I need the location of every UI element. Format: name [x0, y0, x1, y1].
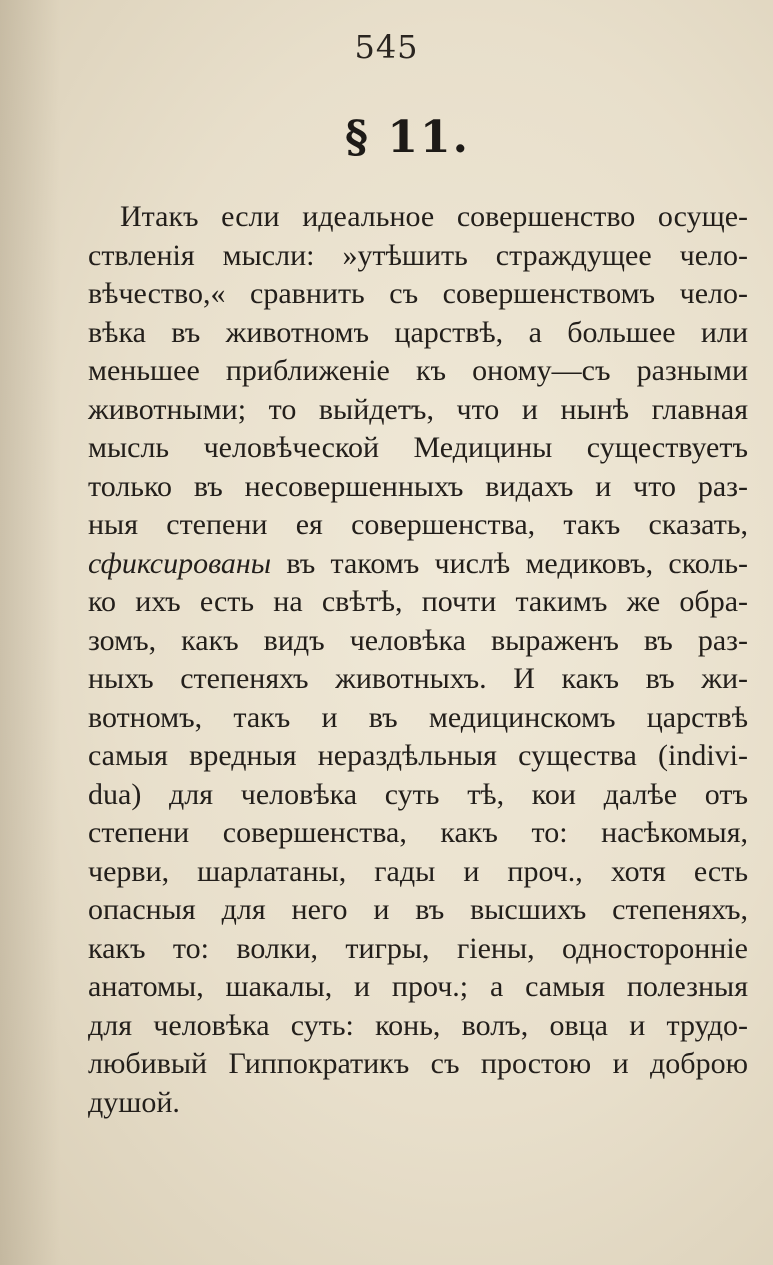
- text-line-with-italic: [88, 545, 748, 584]
- text-line: dua) для человѣка суть тѣ, кои далѣе отъ: [88, 777, 748, 811]
- text-line: животными; то выйдетъ, что и нынѣ главная: [88, 392, 748, 426]
- text-line: ныя степени ея совершенства, такъ сказать,: [88, 508, 748, 541]
- italic-word: сфиксированы: [88, 546, 272, 580]
- section-heading: § 11.: [345, 112, 470, 163]
- text-line: вѣка въ животномъ царствѣ, а большее или: [88, 315, 748, 349]
- text-line-rest: въ такомъ числѣ медиковъ, сколь-: [286, 546, 748, 580]
- text-line: какъ то: волки, тигры, гіены, односторонніе: [88, 931, 748, 965]
- text-line: Итакъ если идеальное совершенство осуще-: [120, 200, 748, 233]
- text-line: анатомы, шакалы, и проч.; а самыя полезныя: [88, 970, 748, 1003]
- text-line: ствленія мысли: »утѣшить страждущее чело-: [88, 238, 748, 272]
- text-line: вотномъ, такъ и въ медицинскомъ царствѣ: [88, 700, 748, 734]
- text-line: степени совершенства, какъ то: насѣкомыя,: [88, 816, 748, 849]
- text-line: черви, шарлатаны, гады и проч., хотя есть: [88, 854, 748, 888]
- text-line: самыя вредныя нераздѣльныя существа (indivi-: [88, 739, 748, 772]
- text-line: только въ несовершенныхъ видахъ и что раз-: [88, 469, 748, 503]
- text-line: мысль человѣческой Медицины существуетъ: [88, 431, 748, 464]
- text-line: опасныя для него и въ высшихъ степеняхъ,: [88, 893, 748, 926]
- page-gutter-shadow: [0, 0, 60, 1265]
- text-line: вѣчество,« сравнить съ совершенствомъ чело-: [88, 277, 748, 310]
- text-line: ко ихъ есть на свѣтѣ, почти такимъ же обра-: [88, 585, 748, 618]
- text-line: душой.: [88, 1085, 180, 1119]
- text-line: для человѣка суть: конь, волъ, овца и трудо-: [88, 1008, 748, 1042]
- body-paragraph: [88, 198, 748, 1122]
- text-line: ныхъ степеняхъ животныхъ. И какъ въ жи-: [88, 662, 748, 695]
- page-number: 545: [354, 28, 419, 66]
- text-line: меньшее приближеніе къ оному—съ разными: [88, 354, 748, 387]
- text-line: зомъ, какъ видъ человѣка выраженъ въ раз-: [88, 623, 748, 657]
- text-line: любивый Гиппократикъ съ простою и доброю: [88, 1047, 748, 1080]
